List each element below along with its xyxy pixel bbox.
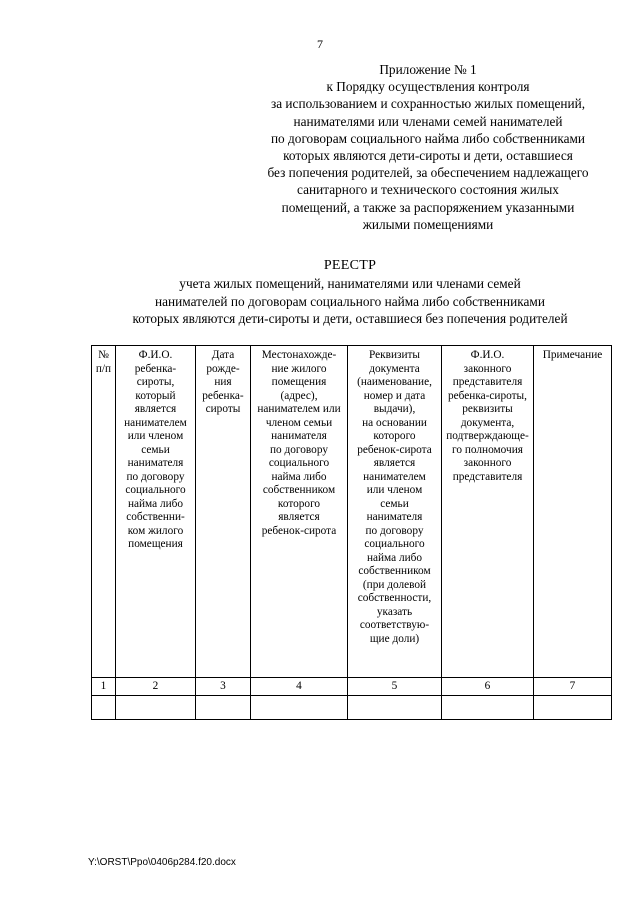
column-header-line: нанимателем [363,470,426,483]
column-header-line: Ф.И.О. [470,349,505,361]
column-header-line: ребенок-сирота [261,524,337,537]
column-header-line: ребенка- [134,362,177,375]
column-header-line: № [98,349,109,361]
column-header-line: на основании [362,416,427,429]
column-number: 1 [92,678,116,696]
column-header-line: найма либо [366,551,423,564]
column-header-line: собственни- [126,511,185,523]
column-header-line: Дата [211,349,235,361]
column-number: 6 [442,678,534,696]
table-cell [348,695,442,719]
page-number: 7 [317,37,323,51]
column-header [92,346,116,678]
table-row [92,695,612,719]
appendix-line: которых являются дети-сироты и дети, оставшиеся [283,148,573,164]
column-header-line: нанимателя [271,430,327,442]
column-header-line: по договору [270,443,328,456]
table-cell [92,695,116,719]
column-header [116,346,196,678]
column-number: 4 [251,678,348,696]
column-header-line: Ф.И.О. [138,349,173,361]
column-header-line: реквизиты [462,403,513,415]
column-header-line: социального [364,538,425,550]
column-header-line: является [278,511,320,523]
column-header-line: или членом [127,430,184,442]
column-header-line: найма либо [271,470,327,483]
column-header-line: помещения [271,376,327,388]
column-header-line: законного [463,362,512,375]
registry-title: РЕЕСТР [323,258,377,273]
table-cell [442,695,534,719]
column-header-line: собственности, [357,592,432,604]
column-header-line: ния [214,376,232,388]
column-header-line: по договору [365,524,424,537]
column-header-line: подтверждающе- [446,430,529,442]
appendix-line: без попечения родителей, за обеспечением надлежащего [267,165,589,181]
appendix-line: Приложение № 1 [379,62,477,77]
appendix-line: жилыми помещениями [362,216,494,232]
appendix-line: к Порядку осуществления контроля [326,79,530,95]
column-header-line: номер и дата [363,389,426,402]
column-header-line: п/п [95,362,112,375]
column-header-line: ние жилого [271,362,327,375]
table-cell [116,695,196,719]
column-header-line: Местонахожде- [261,349,337,361]
registry-subtitle-line: нанимателей по договорам социального найма либо собственниками [155,293,545,309]
column-header-line: представителя [452,470,523,483]
column-header-line: сироты, [136,376,175,388]
column-header [348,346,442,678]
column-header-line: представителя [452,376,523,388]
column-header-line: го полномочия [452,443,523,456]
column-header-line: законного [463,457,512,469]
column-header-line: или членом [366,484,423,496]
appendix-line: по договорам социального найма либо собственниками [270,130,586,146]
column-header-line: нанимателем [124,416,187,429]
column-header-line: является [373,457,416,469]
column-header-line: найма либо [127,497,184,510]
column-number: 5 [348,678,442,696]
column-header-line: нанимателем или [257,403,341,415]
column-header-line: ребенка-сироты, [448,389,527,402]
column-header-line: семьи [141,443,170,456]
table-cell [196,695,251,719]
column-header-line: собственником [262,484,336,496]
column-header-line: нанимателя [127,457,184,469]
column-header-line: Реквизиты [368,349,421,361]
column-header-line: нанимателя [366,511,423,523]
column-header-line: социального [125,484,186,496]
column-header-line: соответствую- [359,619,430,631]
registry-table [91,345,612,720]
registry-subtitle [60,275,640,328]
column-number: 3 [196,678,251,696]
appendix-line: нанимателями или членами семей нанимателей [293,113,563,129]
column-header-line: выдачи), [373,403,416,415]
column-header-line: (адрес), [280,389,318,402]
appendix-line: санитарного и технического состояния жилых [297,182,559,198]
table-header-row [92,346,612,678]
column-header-line: членом семьи [265,416,333,429]
column-header-line: щие доли) [369,632,420,645]
column-header-line: помещения [128,538,183,550]
appendix-line: помещений, а также за распоряжением указанными [281,199,575,215]
column-header-line: указать [376,605,413,618]
column-header-line: который [135,389,176,402]
column-header-line: которого [277,497,321,510]
column-header-line: семьи [380,497,409,510]
column-number: 2 [116,678,196,696]
column-number: 7 [534,678,612,696]
column-header-line: (наименование, [357,376,432,388]
column-header-line: социального [268,457,330,469]
appendix-line: за использованием и сохранностью жилых помещений, [270,96,586,112]
table-cell [534,695,612,719]
column-header [196,346,251,678]
column-header-line: документа, [460,416,515,429]
column-header-line: Примечание [542,349,603,361]
column-header-line: рожде- [206,362,240,375]
appendix-header [228,61,628,233]
table-cell [251,695,348,719]
column-header-line: ком жилого [127,524,184,537]
column-header-line: (при долевой [362,578,427,591]
column-header-line: ребенок-сирота [357,443,432,456]
column-header-line: по договору [126,470,185,483]
column-header [442,346,534,678]
registry-subtitle-line: учета жилых помещений, нанимателями или членами семей [179,276,521,291]
column-header-line: сироты [205,403,241,415]
footer-file-path: Y:\ORST\Ppo\0406p284.f20.docx [88,857,236,868]
column-header-line: документа [369,362,420,375]
column-header-line: является [134,403,177,415]
column-header-line: собственником [358,565,431,577]
column-header [251,346,348,678]
registry-subtitle-line: которых являются дети-сироты и дети, оставшиеся без попечения родителей [132,311,568,326]
column-header-line: ребенка- [202,389,244,402]
column-header [534,346,612,678]
column-header-line: которого [373,430,416,442]
column-number-row [92,678,612,696]
